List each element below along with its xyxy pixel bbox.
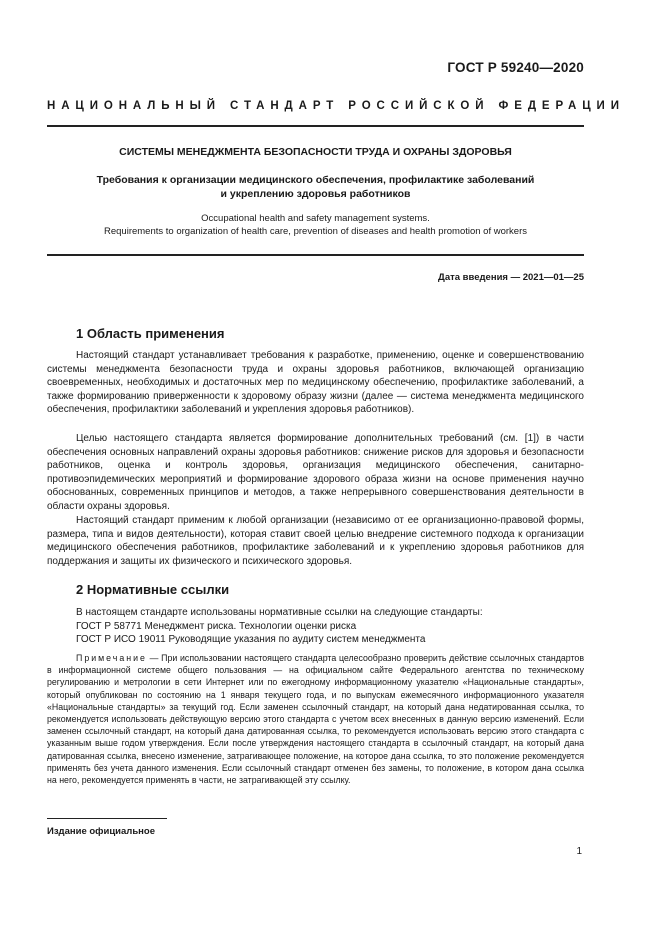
english-title-line-1: Occupational health and safety management systems. xyxy=(201,213,430,224)
section-1-heading: 1 Область применения xyxy=(76,326,225,341)
introduction-date: Дата введения — 2021—01—25 xyxy=(438,272,584,283)
top-divider xyxy=(47,125,584,127)
subtitle-line-2: и укреплению здоровья работников xyxy=(220,188,411,200)
section-1-paragraph-2: Целью настоящего стандарта является формирование дополнительных требований (см. [1]) в части обеспечения основных направлений охраны здоровья работников: снижение рисков для здоровья и безопасности работников, оценка и контроль здоровья, организация медицинского обеспечения, санитарно-противоэпидемических мероприятий и формирование здорового образа жизни на основе применения научно обоснованных, современных принципов и методов, а также непрерывного совершенствования деятельности в области охраны здоровья. xyxy=(47,433,584,512)
national-standard-banner: НАЦИОНАЛЬНЫЙ СТАНДАРТ РОССИЙСКОЙ ФЕДЕРАЦИИ xyxy=(47,100,625,112)
page-number: 1 xyxy=(576,846,582,857)
note-text: — При использовании настоящего стандарта целесообразно проверить действие ссылочных стандартов в информационной системе общего пользования — на официальном сайте Федерального агентства по техническому регулированию и метрологии в сети Интернет или по ежегодному информационному указателю «Национальные стандарты», который опубликован по состоянию на 1 января текущего года, и по выпускам ежемесячного информационного указателя «Национальные стандарты» за текущий год. Если заменен ссылочный стандарт, на который дана недатированная ссылка, то рекомендуется использовать действующую версию этого стандарта с учетом всех внесенных в данную версию изменений. Если заменен ссылочный стандарт, на который дана датированная ссылка, то рекомендуется использовать версию этого стандарта с указанным выше годом утверждения. Если после утверждения настоящего стандарта в ссылочный стандарт, на который дана датированная ссылка, внесено изменение, затрагивающее положение, на которое дана ссылка, то это положение рекомендуется применять без учета данного изменения. Если ссылочный стандарт отменен без замены, то положение, в котором дана ссылка на него, рекомендуется применять в части, не затрагивающей эту ссылку. xyxy=(47,653,584,786)
references-intro: В настоящем стандарте использованы нормативные ссылки на следующие стандарты: xyxy=(76,607,483,618)
english-title xyxy=(47,212,584,238)
footer-divider xyxy=(47,818,167,819)
normative-references xyxy=(76,606,584,647)
document-number: ГОСТ Р 59240—2020 xyxy=(447,60,584,75)
subtitle-line-1: Требования к организации медицинского обеспечения, профилактике заболеваний xyxy=(96,174,535,186)
references-note xyxy=(47,652,584,786)
title-divider xyxy=(47,254,584,256)
document-subtitle xyxy=(47,173,584,201)
section-2-heading: 2 Нормативные ссылки xyxy=(76,582,230,597)
official-edition-label: Издание официальное xyxy=(47,826,155,837)
note-label: Примечание xyxy=(76,653,147,663)
section-1-paragraph-1: Настоящий стандарт устанавливает требования к разработке, применению, оценке и совершенствованию системы менеджмента безопасности труда и охраны здоровья работников, включающей организацию своевременных, необходимых и достаточных мер по медицинскому обеспечению, профилактике заболеваний, а также формированию приверженности к здоровому образу жизни (далее — система менеджмента медицинского обеспечения, профилактики заболеваний и укрепления здоровья работников). xyxy=(47,350,584,416)
section-1-paragraph-3: Настоящий стандарт применим к любой организации (независимо от ее организационно-правовой формы, размера, типа и видов деятельности), которая ставит своей целью внедрение системного подхода к организации медицинского обеспечения работников, профилактике заболеваний и к укреплению здоровья работников для поддержания и защиты их физического и психического здоровья. xyxy=(47,515,584,567)
english-title-line-2: Requirements to organization of health care, prevention of diseases and health promotion of workers xyxy=(104,226,527,237)
document-title: СИСТЕМЫ МЕНЕДЖМЕНТА БЕЗОПАСНОСТИ ТРУДА И ОХРАНЫ ЗДОРОВЬЯ xyxy=(119,146,512,158)
reference-item: ГОСТ Р ИСО 19011 Руководящие указания по аудиту систем менеджмента xyxy=(76,634,426,646)
reference-item: ГОСТ Р 58771 Менеджмент риска. Технологии оценки риска xyxy=(76,620,357,632)
